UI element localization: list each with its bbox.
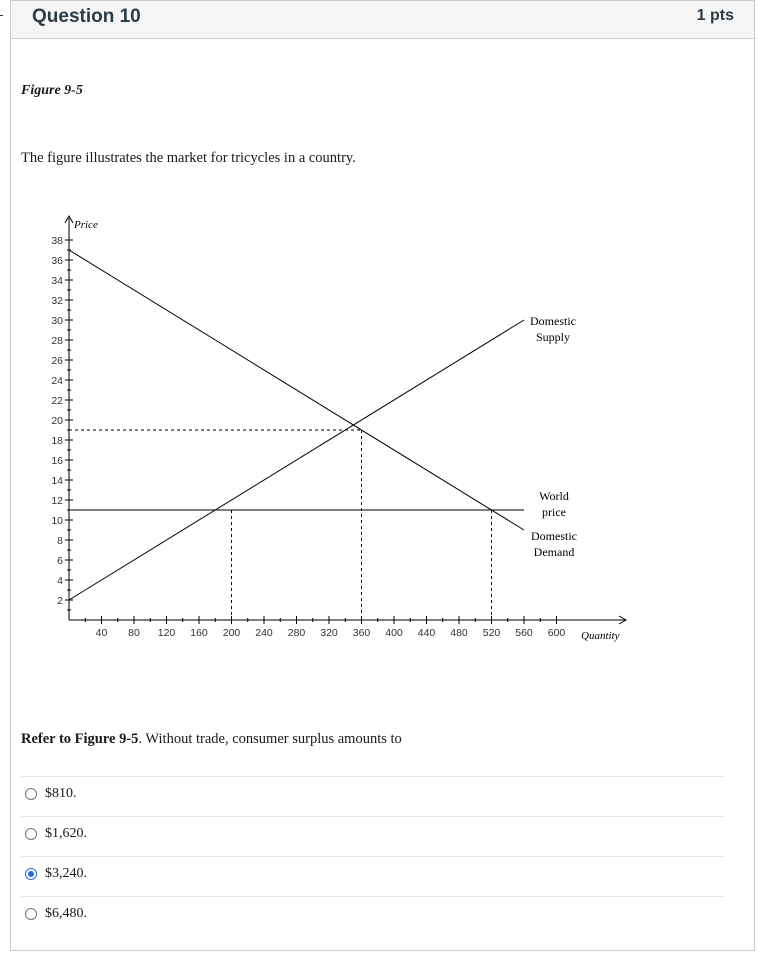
- axis-ticks: [51, 235, 565, 639]
- question-title: Question 10: [32, 6, 141, 27]
- y-tick-label: 8: [57, 535, 63, 547]
- world-price-label-line2: price: [542, 505, 566, 519]
- y-tick-label: 2: [57, 595, 63, 607]
- demand-label-line2: Demand: [533, 545, 575, 559]
- demand-label: [531, 529, 577, 559]
- y-axis-label: Price: [74, 219, 98, 231]
- y-tick-label: 28: [51, 335, 63, 347]
- x-tick-label: 40: [95, 627, 108, 639]
- radio-button[interactable]: [25, 788, 37, 800]
- answer-label: $810.: [45, 786, 77, 801]
- answer-list: [21, 776, 724, 936]
- supply-label-line2: Supply: [535, 330, 571, 344]
- y-tick-label: 20: [51, 415, 63, 427]
- y-tick-label: 22: [51, 395, 63, 407]
- answer-label: $3,240.: [45, 866, 87, 881]
- x-tick-label: 600: [547, 627, 566, 639]
- y-tick-label: 18: [51, 435, 63, 447]
- answer-label: $1,620.: [45, 826, 87, 841]
- y-tick-label: 16: [51, 455, 63, 467]
- x-tick-label: 80: [128, 627, 140, 639]
- x-tick-label: 200: [222, 627, 241, 639]
- question-prompt: [21, 731, 402, 748]
- x-tick-label: 120: [157, 627, 176, 639]
- answer-option-4[interactable]: [21, 896, 724, 936]
- world-price-label-line1: World: [539, 489, 569, 503]
- y-tick-label: 6: [57, 555, 63, 567]
- domestic-demand-line: [69, 250, 524, 530]
- figure-title: Figure 9-5: [21, 83, 83, 98]
- x-tick-label: 240: [255, 627, 273, 639]
- x-tick-label: 320: [320, 627, 338, 639]
- demand-label-line1: Domestic: [531, 529, 577, 543]
- answer-option-2[interactable]: [21, 816, 724, 856]
- prompt-text: . Without trade, consumer surplus amounts to: [138, 731, 402, 747]
- x-tick-label: 560: [515, 627, 533, 639]
- chart-series: [69, 250, 524, 600]
- y-tick-label: 12: [51, 495, 63, 507]
- question-description: The figure illustrates the market for tricycles in a country.: [21, 150, 356, 166]
- supply-label-line1: Domestic: [530, 314, 576, 328]
- supply-demand-chart: [40, 210, 640, 650]
- supply-label: [530, 314, 576, 344]
- x-tick-label: 160: [190, 627, 208, 639]
- reference-lines: [69, 430, 492, 620]
- x-tick-label: 280: [287, 627, 306, 639]
- y-tick-label: 24: [51, 375, 63, 387]
- radio-button[interactable]: [25, 908, 37, 920]
- y-tick-label: 34: [51, 275, 63, 287]
- y-tick-label: 30: [51, 315, 63, 327]
- radio-button[interactable]: [25, 828, 37, 840]
- x-tick-label: 360: [352, 627, 371, 639]
- x-tick-label: 400: [385, 627, 403, 639]
- x-tick-label: 440: [417, 627, 436, 639]
- x-tick-label: 520: [482, 627, 501, 639]
- domestic-supply-line: [69, 320, 524, 600]
- question-points: 1 pts: [696, 7, 734, 24]
- y-tick-label: 14: [51, 475, 63, 487]
- x-axis-label: Quantity: [581, 630, 620, 642]
- y-tick-label: 26: [51, 355, 63, 367]
- prompt-figure-ref: Refer to Figure 9-5: [21, 731, 139, 747]
- answer-option-3[interactable]: [21, 856, 724, 896]
- x-tick-label: 480: [450, 627, 468, 639]
- y-tick-label: 4: [57, 575, 63, 587]
- question-header: [11, 1, 754, 39]
- world-price-label: [539, 489, 569, 519]
- edge-mark: [0, 15, 3, 16]
- radio-button[interactable]: [25, 868, 37, 880]
- y-tick-label: 36: [51, 255, 63, 267]
- answer-option-1[interactable]: [21, 776, 724, 816]
- answer-label: $6,480.: [45, 906, 87, 921]
- y-tick-label: 38: [51, 235, 63, 247]
- y-tick-label: 32: [51, 295, 63, 307]
- y-tick-label: 10: [51, 515, 63, 527]
